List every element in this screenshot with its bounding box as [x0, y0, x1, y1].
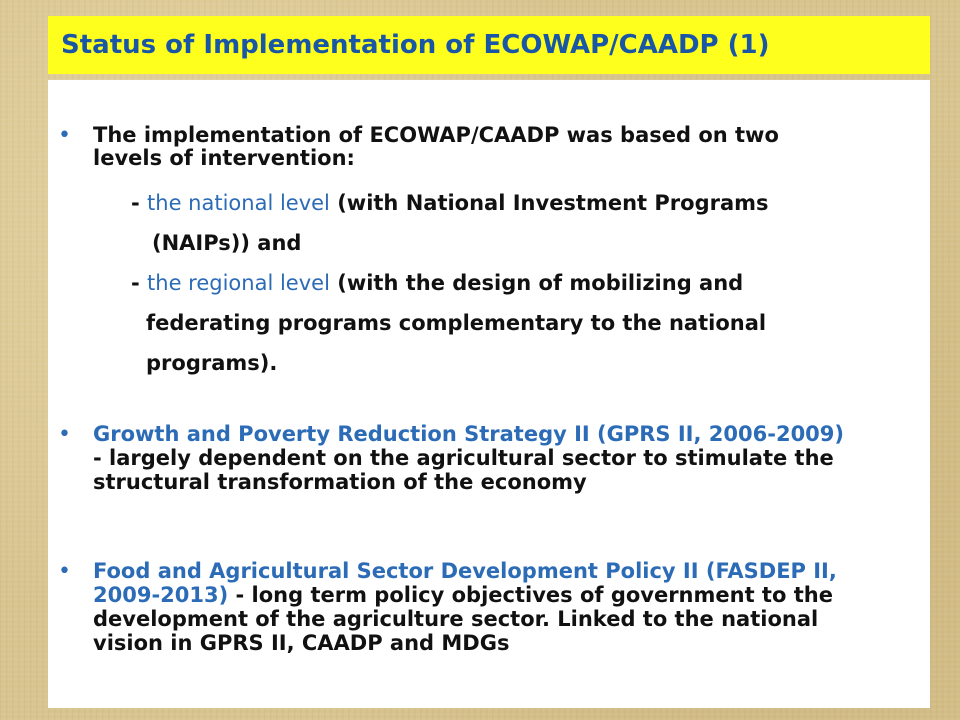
gprs-title-line: Growth and Poverty Reduction Strategy II (GPRS II, 2006-2009): [93, 422, 844, 446]
programs-line: programs).: [146, 351, 278, 375]
fasdep-line-2: [93, 584, 833, 607]
gprs-line-2: - largely dependent on the agricultural sector to stimulate the: [93, 446, 834, 470]
regional-level-rest: (with the design of mobilizing and: [329, 271, 744, 295]
fasdep-title-line: Food and Agricultural Sector Development Policy II (FASDEP II,: [93, 559, 837, 583]
bullet-marker: •: [58, 422, 71, 447]
regional-level-highlight: the regional level: [147, 271, 330, 295]
fasdep-line-3: development of the agriculture sector. Linked to the national: [93, 607, 819, 631]
bullet-marker: •: [58, 123, 71, 148]
title-bar: [48, 16, 930, 74]
national-level-rest: (with National Investment Programs: [329, 191, 769, 215]
slide-title: Status of Implementation of ECOWAP/CAADP (1): [61, 30, 770, 60]
national-level-prefix: -: [131, 191, 148, 215]
bullet-marker: •: [58, 559, 71, 584]
gprs-line-3: structural transformation of the economy: [93, 470, 587, 494]
national-level-line: [131, 192, 769, 215]
regional-level-prefix: -: [131, 271, 148, 295]
regional-level-line: [131, 272, 743, 295]
federating-line: federating programs complementary to the national: [146, 311, 767, 335]
content-panel: [48, 80, 930, 708]
fasdep-line-2-rest: - long term policy objectives of government to the: [228, 583, 833, 607]
bullet-1-line-2: levels of intervention:: [93, 146, 355, 170]
fasdep-years: 2009-2013): [93, 583, 229, 607]
bullet-1-line-1: The implementation of ECOWAP/CAADP was based on two: [93, 123, 779, 147]
national-level-highlight: the national level: [147, 191, 330, 215]
fasdep-line-4: vision in GPRS II, CAADP and MDGs: [93, 631, 510, 655]
naips-line: (NAIPs)) and: [152, 231, 302, 255]
